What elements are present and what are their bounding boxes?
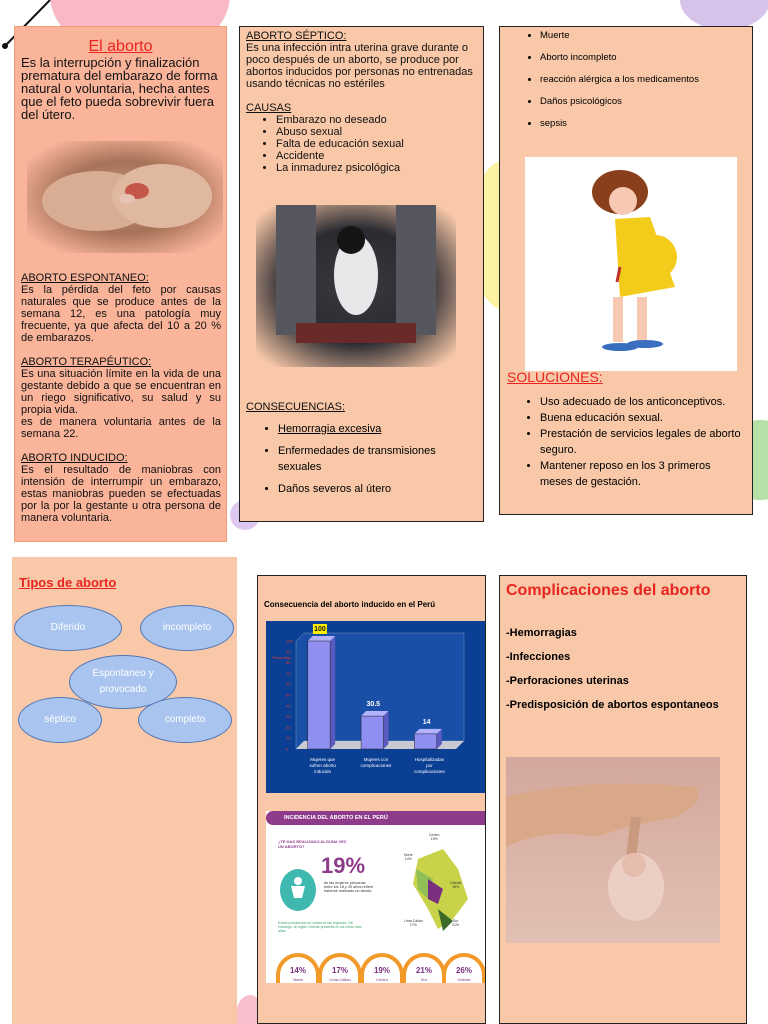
list-item: • Muerte: [540, 30, 752, 41]
soluciones-heading: SOLUCIONES:: [507, 369, 603, 385]
list-item: -Predisposición de abortos espontaneos: [506, 699, 719, 711]
list-item: -Perforaciones uterinas: [506, 675, 629, 687]
x-tick-label: sufren aborto: [309, 763, 336, 768]
list-item: • Falta de educación sexual: [276, 138, 477, 150]
infographic-note: Existe prevalencia en varias de las regiones. Sin embargo, la región Oriente presenta en las cifras más altas.: [278, 921, 362, 933]
inducido-heading: ABORTO INDUCIDO:: [21, 452, 128, 464]
terapeutico-heading: ABORTO TERAPÉUTICO:: [21, 356, 152, 368]
hand-fetus-icon: [506, 757, 720, 943]
list-item: • reacción alérgica a los medicamentos: [540, 74, 752, 85]
terapeutico-text: Es una situación límite en la vida de una gestante debido a que se encuentran en un riego significativo, su salud y su propia vida.: [21, 368, 221, 416]
y-tick-label: 40: [286, 703, 291, 709]
incidence-infographic: [266, 811, 486, 983]
ring-lima: 17%: [318, 953, 362, 983]
ring-centro: 19%: [360, 953, 404, 983]
septico-text: Es una infección intra uterina grave durante o poco después de un aborto, se produce por abortos inducidos por personas no entrenadas usando técnicas no estériles: [246, 42, 473, 90]
y-tick-label: 20: [286, 724, 291, 730]
consecuencias-list: [246, 421, 478, 497]
x-tick-label: Mujeres que: [310, 757, 336, 762]
list-item: • Buena educación sexual.: [540, 410, 746, 426]
list-item: • Mantener reposo en los 3 primeros meses de gestación.: [540, 458, 746, 490]
list-item: • Hemorragia excesiva: [278, 421, 478, 437]
inducido-text: Es el resultado de maniobras con intensión de interrumpir un embarazo, estas maniobras pueden se efectuadas por la por la gestante u otra persona de manera voluntaria.: [21, 464, 221, 524]
panel-charts: [257, 575, 486, 1024]
terapeutico-text-2: es de manera voluntaria antes de la semana 22.: [21, 416, 221, 440]
list-item: • sepsis: [540, 118, 752, 129]
panel-soluciones: [499, 26, 753, 515]
list-item: • Aborto incompleto: [540, 52, 752, 63]
y-axis-label: Porcentaje: [272, 655, 292, 660]
x-tick-label: inducido: [314, 769, 332, 774]
data-label: 14: [422, 718, 431, 726]
list-item: • Abuso sexual: [276, 126, 477, 138]
espontaneo-text: Es la pérdida del feto por causas naturales que se produce antes de la semana 12, es una patología muy frecuente, ya que afecta del 10 a 20 % de embarazos.: [21, 284, 221, 344]
bar: [414, 734, 436, 749]
infographic-title: INCIDENCIA DEL ABORTO EN EL PERÚ: [266, 811, 486, 825]
page-title: El aborto: [88, 38, 153, 55]
panel-complicaciones: [499, 575, 747, 1024]
y-tick-label: 50: [286, 692, 291, 698]
oval-incompleto: incompleto: [140, 605, 234, 651]
y-tick-label: 10: [286, 735, 291, 741]
list-item: • Embarazo no deseado: [276, 114, 477, 126]
ring-label: Sur: [420, 977, 428, 982]
map-label-sur: Sur 21%: [452, 919, 460, 927]
map-label-norte: Norte 14%: [404, 853, 413, 861]
list-item: -Infecciones: [506, 651, 571, 663]
x-tick-label: complicaciones: [360, 763, 392, 768]
map-label-oriente: Oriente 26%: [450, 881, 462, 889]
data-label: 100: [314, 626, 326, 633]
panel-septico: [239, 26, 484, 522]
sad-girl-icon: [256, 205, 456, 367]
list-item: -Hemorragias: [506, 627, 577, 639]
map-label-lima: Lima-Callao 17%: [404, 919, 423, 927]
infographic-question: ¿TE HAS REALIZADO ALGUNA VEZ UN ABORTO?: [278, 839, 347, 849]
list-item: • Enfermedades de transmisiones sexuales: [278, 443, 478, 475]
ring-oriente: 26%: [442, 953, 486, 983]
map-label-centro: Centro 19%: [429, 833, 440, 841]
bar-side: [383, 711, 388, 749]
woman-figure-icon: [280, 869, 316, 911]
y-tick-label: 60: [286, 681, 291, 687]
septico-heading: ABORTO SÉPTICO:: [246, 30, 347, 42]
causas-list: [246, 114, 477, 174]
y-tick-label: 100: [286, 638, 293, 644]
y-tick-label: 0: [286, 746, 289, 752]
panel-tipos: [12, 557, 237, 1024]
ring-label: Lima-Callao: [329, 977, 351, 982]
data-label: 30.5: [366, 701, 381, 709]
bar-side: [330, 636, 335, 749]
y-tick-label: 30: [286, 714, 291, 720]
bar-chart-svg: [266, 621, 486, 793]
y-tick-label: 80: [286, 660, 291, 666]
x-tick-label: complicaciones: [413, 769, 445, 774]
complicaciones-items: [500, 627, 746, 711]
complicaciones-heading: Complicaciones del aborto: [506, 582, 711, 599]
oval-septico: séptico: [18, 697, 102, 743]
bar: [361, 716, 383, 749]
y-tick-label: 90: [286, 649, 291, 655]
bar-chart: [266, 621, 486, 793]
sad-girl-image: [256, 205, 456, 367]
ring-label: Oriente: [457, 977, 471, 982]
oval-completo: completo: [138, 697, 232, 743]
panel-definition: [14, 26, 227, 542]
ring-norte: 14%: [276, 953, 320, 983]
tipos-heading: Tipos de aborto: [19, 575, 117, 590]
ring-label: Centro: [375, 977, 388, 982]
soluciones-list: [510, 394, 746, 490]
list-item: • Prestación de servicios legales de aborto seguro.: [540, 426, 746, 458]
list-item: • La inmadurez psicológica: [276, 162, 477, 174]
y-tick-label: 70: [286, 670, 291, 676]
oval-espontaneo-provocado: Espontaneo y provocado: [69, 655, 177, 709]
x-tick-label: Hospitalizadas: [414, 757, 444, 762]
causas-heading: CAUSAS: [246, 102, 292, 114]
list-item: • Daños psicológicos: [540, 96, 752, 107]
espontaneo-heading: ABORTO ESPONTANEO:: [21, 272, 149, 284]
hands-fetus-image: [27, 141, 223, 253]
big-percentage: 19%: [321, 853, 366, 878]
chart-title: Consecuencia del aborto inducido en el Perú: [264, 600, 436, 609]
x-tick-label: por: [426, 763, 433, 768]
list-item: • Accidente: [276, 150, 477, 162]
hands-fetus-icon: [27, 141, 223, 253]
intro-text: Es la interrupción y finalización prematura del embarazo de forma natural o voluntaria, hecha antes que el feto pueda sobrevivir fuera del útero.: [21, 55, 218, 122]
infographic-desc: de las mujeres peruanas entre los 18 y 49 años refiere haberse realizado un aborto.: [324, 881, 374, 893]
list-item: • Uso adecuado de los anticonceptivos.: [540, 394, 746, 410]
list-item: • Daños severos al útero: [278, 481, 478, 497]
pregnant-woman-image: [525, 157, 737, 371]
bar: [308, 641, 330, 749]
ring-sur: 21%: [402, 953, 446, 983]
complicaciones-list: [500, 30, 752, 129]
x-tick-label: Mujeres con: [363, 757, 389, 762]
oval-diferido: Diferido: [14, 605, 122, 651]
pregnant-woman-icon: [525, 157, 737, 371]
hand-fetus-image: [506, 757, 720, 943]
ring-label: Norte: [293, 977, 303, 982]
consecuencias-heading: CONSECUENCIAS:: [246, 401, 346, 413]
